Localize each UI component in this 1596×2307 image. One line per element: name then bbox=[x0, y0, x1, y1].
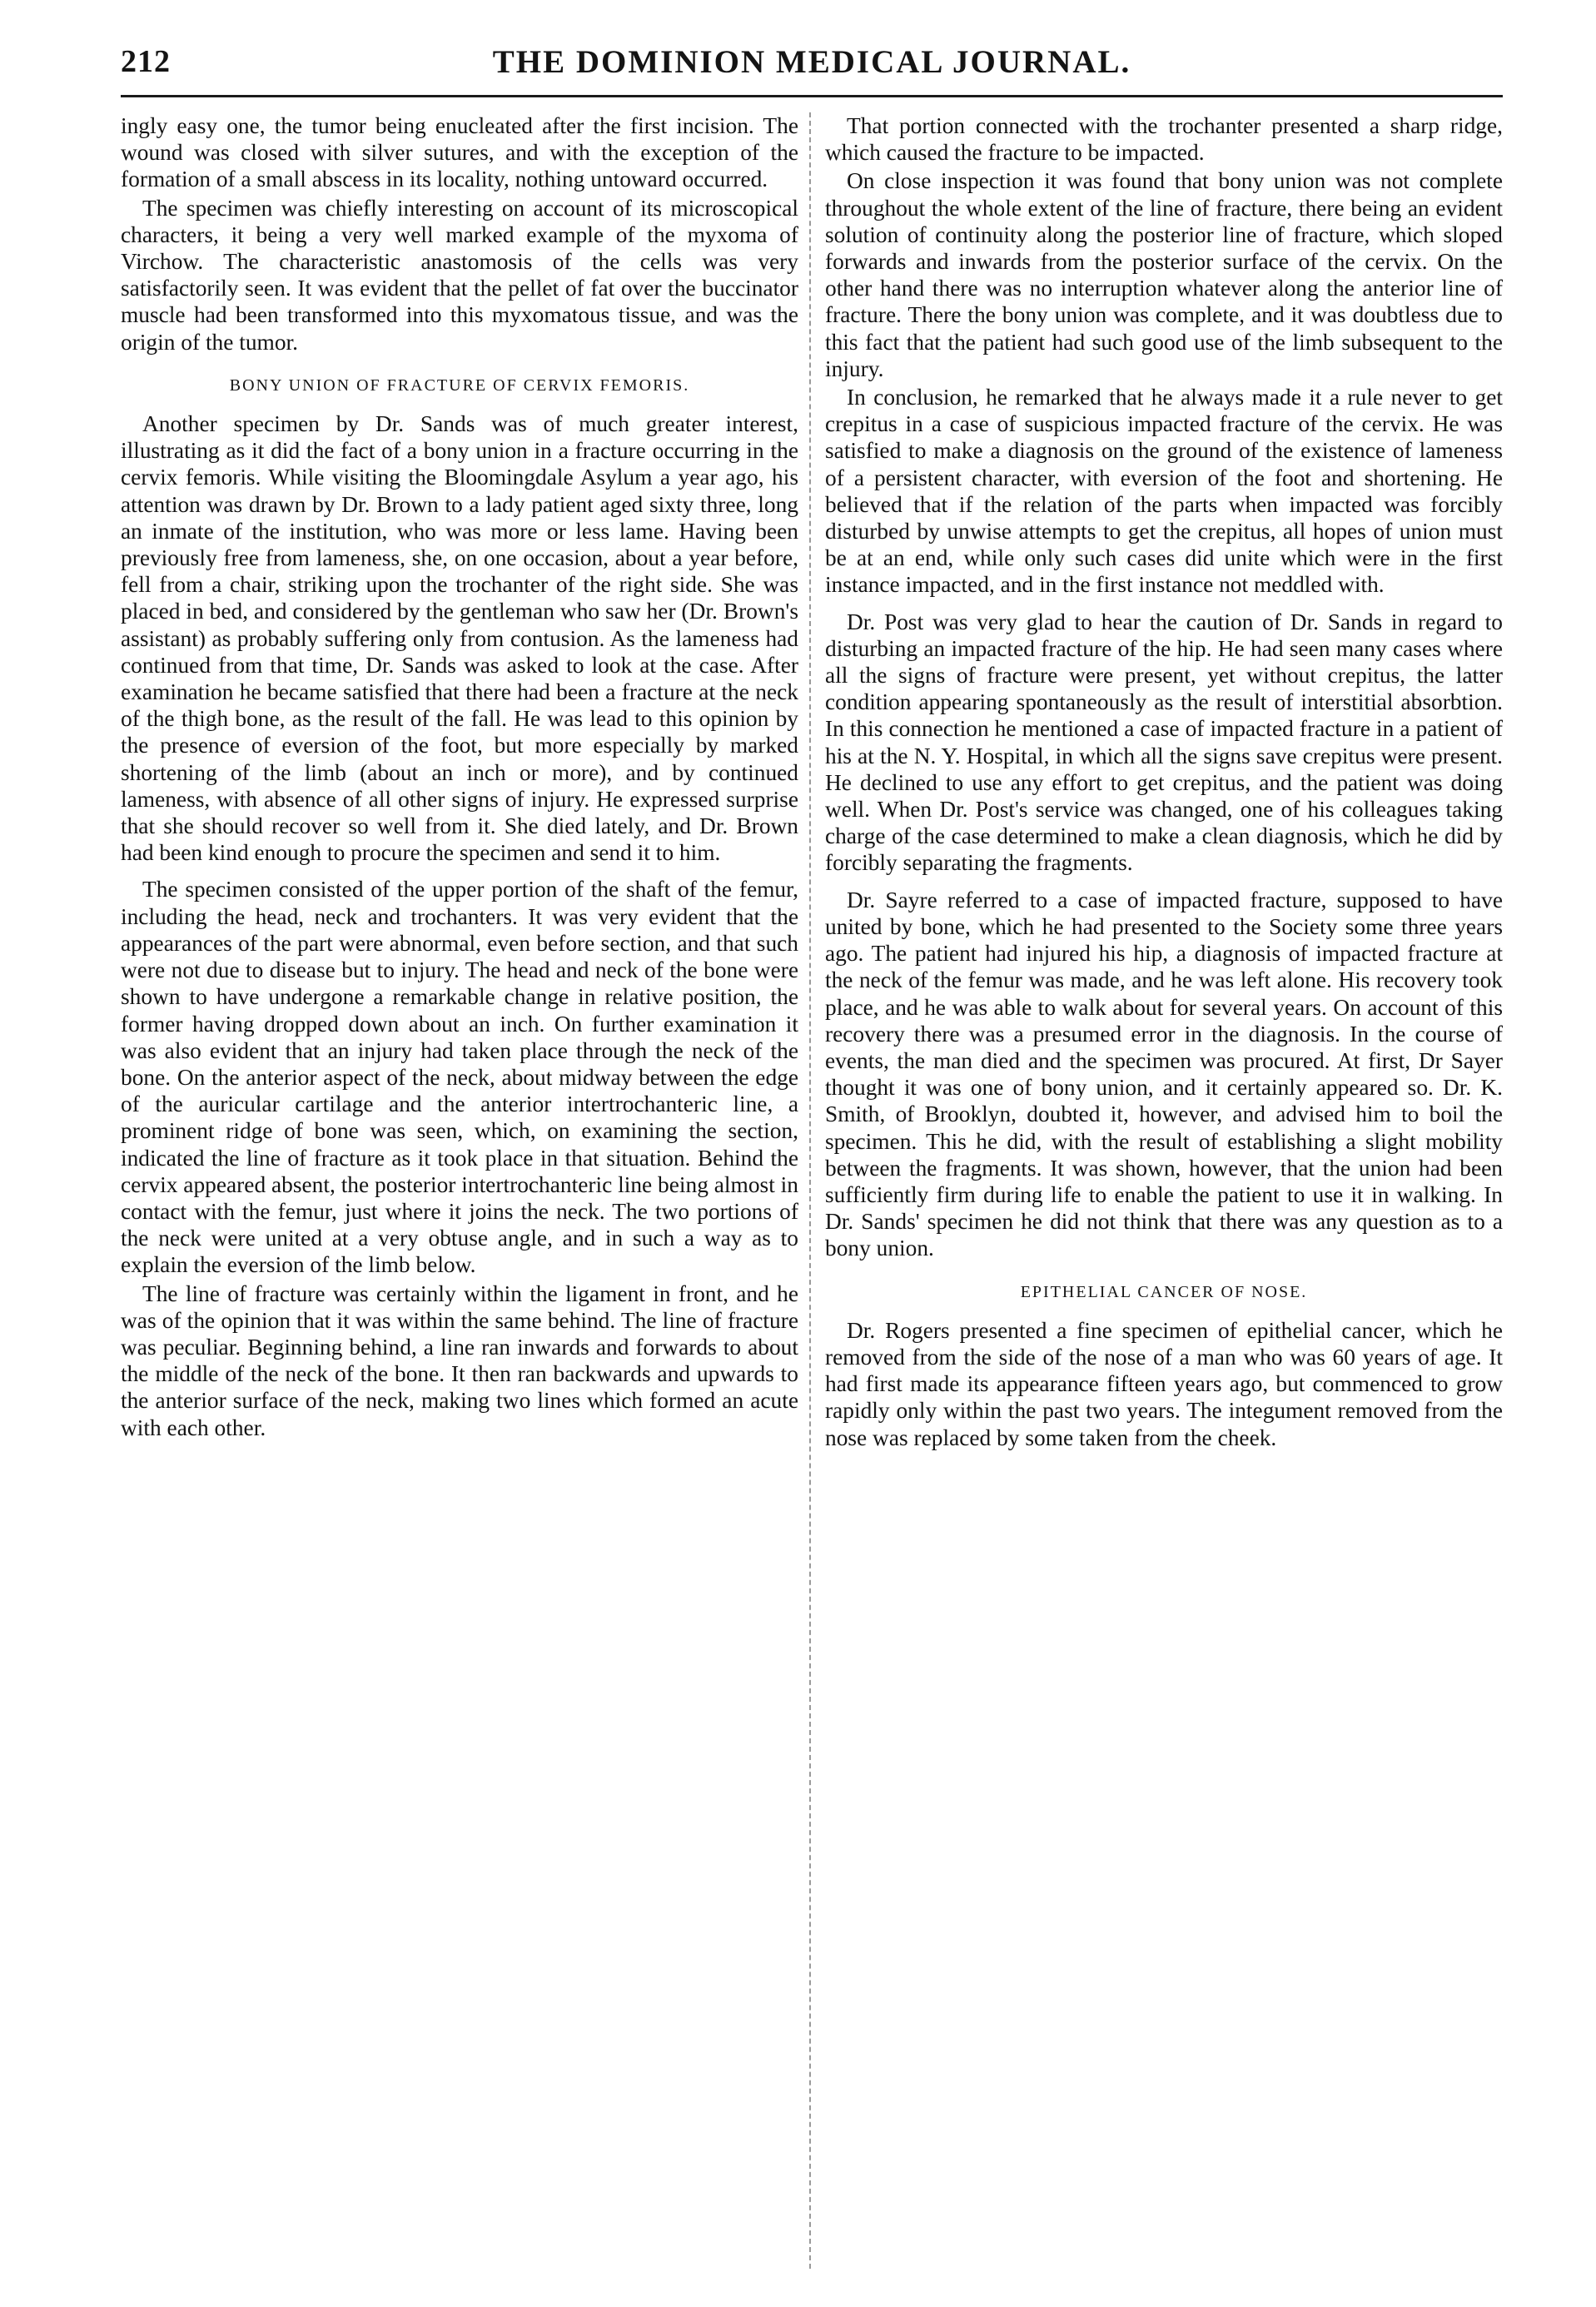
paragraph: ingly easy one, the tumor being enucleated after the first incision. The wound was closed with silver sutures, and with the exception of the formation of a small abscess in its locality, nothing untoward occurred. bbox=[121, 113, 798, 192]
right-column bbox=[825, 112, 1503, 1451]
paragraph: On close inspection it was found that bony union was not complete throughout the whole extent of the line of fracture, there being an evident solution of continuity along the posterior line of fracture, which sloped forwards and inwards from the posterior surface of the cervix. On the other hand there was no interruption whatever along the anterior line of fracture. There the bony union was complete, and it was doubtless due to this fact that the patient had such good use of the limb subsequent to the injury. bbox=[825, 168, 1503, 381]
paragraph: The specimen was chiefly interesting on account of its microscopical characters, it being a very well marked example of the myxoma of Virchow. The characteristic anastomosis of the cells was very satisfactorily seen. It was evident that the pellet of fat over the buccinator muscle had been transformed into this myxomatous tissue, and was the origin of the tumor. bbox=[121, 195, 798, 355]
running-header bbox=[121, 40, 1503, 97]
paragraph: That portion connected with the trochanter presented a sharp ridge, which caused the fracture to be impacted. bbox=[825, 113, 1503, 166]
section-heading: BONY UNION OF FRACTURE OF CERVIX FEMORIS. bbox=[229, 375, 690, 395]
journal-page bbox=[121, 40, 1503, 1451]
column-divider bbox=[809, 112, 811, 2269]
paragraph: Dr. Post was very glad to hear the caution of Dr. Sands in regard to disturbing an impacted fracture of the hip. He had seen many cases where all the signs of fracture were present, yet without crepitus, the latter condition appearing spontaneously as the result of interstitial absorbtion. In this connection he mentioned a case of impacted fracture in a patient of his at the N. Y. Hospital, in which all the signs save crepitus were present. He declined to use any effort to get crepitus, and the patient was doing well. When Dr. Post's service was changed, one of his colleagues taking charge of the case determined to make a clean diagnosis, which he did by forcibly separating the fragments. bbox=[825, 609, 1503, 876]
paragraph: Another specimen by Dr. Sands was of much greater interest, illustrating as it did the fact of a bony union in a fracture occurring in the cervix femoris. While visiting the Bloomingdale Asylum a year ago, his attention was drawn by Dr. Brown to a lady patient aged sixty three, long an inmate of the institution, who was more or less lame. Having been previously free from lameness, she, on one occasion, about a year before, fell from a chair, striking upon the trochanter of the right side. She was placed in bed, and considered by the gentleman who saw her (Dr. Brown's assistant) as probably suffering only from contusion. As the lameness had continued from that time, Dr. Sands was asked to look at the case. After examination he became satisfied that there had been a fracture at the neck of the thigh bone, as the result of the fall. He was lead to this opinion by the presence of eversion of the foot, but more especially by marked shortening of the limb (about an inch or more), and by continued lameness, with absence of all other signs of injury. He expressed surprise that she should recover so well from it. She died lately, and Dr. Brown had been kind enough to procure the specimen and send it to him. bbox=[121, 411, 798, 866]
paragraph: Dr. Rogers presented a fine specimen of epithelial cancer, which he removed from the side of the nose of a man who was 60 years of age. It had first made its appearance fifteen years ago, but commenced to grow rapidly only within the past two years. The integument removed from the nose was replaced by some taken from the cheek. bbox=[825, 1317, 1503, 1450]
journal-title: THE DOMINION MEDICAL JOURNAL. bbox=[492, 44, 1131, 80]
page-number: 212 bbox=[121, 44, 171, 79]
section-heading: EPITHELIAL CANCER OF NOSE. bbox=[1020, 1282, 1308, 1301]
paragraph: Dr. Sayre referred to a case of impacted fracture, supposed to have united by bone, which he had presented to the Society some three years ago. The patient had injured his hip, a diagnosis of impacted fracture at the neck of the femur was made, and he was left alone. His recovery took place, and he was able to walk about for several years. On account of this recovery there was a presumed error in the diagnosis. In the course of events, the man died and the specimen was procured. At first, Dr Sayer thought it was one of bony union, and it certainly appeared so. Dr. K. Smith, of Brooklyn, doubted it, however, and advised him to boil the specimen. This he did, with the result of establishing a slight mobility between the fragments. It was shown, however, that the union had been sufficiently firm during life to enable the patient to use it in walking. In Dr. Sands' specimen he did not think that there was any question as to a bony union. bbox=[825, 887, 1503, 1261]
article-columns bbox=[121, 112, 1503, 1451]
paragraph: The line of fracture was certainly within the ligament in front, and he was of the opinion that it was within the same behind. The line of fracture was peculiar. Beginning behind, a line ran inwards and forwards to about the middle of the neck of the bone. It then ran backwards and upwards to the anterior surface of the neck, making two lines which formed an acute with each other. bbox=[121, 1280, 798, 1440]
left-column bbox=[121, 112, 798, 1451]
paragraph: In conclusion, he remarked that he always made it a rule never to get crepitus in a case of suspicious impacted fracture of the cervix. He was satisfied to make a diagnosis on the ground of the existence of lameness of a persistent character, with eversion of the foot and shortening. He believed that if the relation of the parts when impacted was forcibly disturbed by unwise attempts to get the crepitus, all hopes of union must be at an end, while only such cases did unite which were in the first instance impacted, and in the first instance not meddled with. bbox=[825, 385, 1503, 598]
paragraph: The specimen consisted of the upper portion of the shaft of the femur, including the head, neck and trochanters. It was very evident that the appearances of the part were abnormal, even before section, and that such were not due to disease but to injury. The head and neck of the bone were shown to have undergone a remarkable change in relative position, the former having dropped down about an inch. On further examination it was also evident that an injury had taken place through the neck of the bone. On the anterior aspect of the neck, about midway between the edge of the auricular cartilage and the anterior intertrochanteric line, a prominent ridge of bone was seen, which, on examining the section, indicated the line of fracture as it took place in that situation. Behind the cervix appeared absent, the posterior intertrochanteric line being almost in contact with the femur, just where it joins the neck. The two portions of the neck were united at a very obtuse angle, and in such a way as to explain the eversion of the limb below. bbox=[121, 877, 798, 1278]
